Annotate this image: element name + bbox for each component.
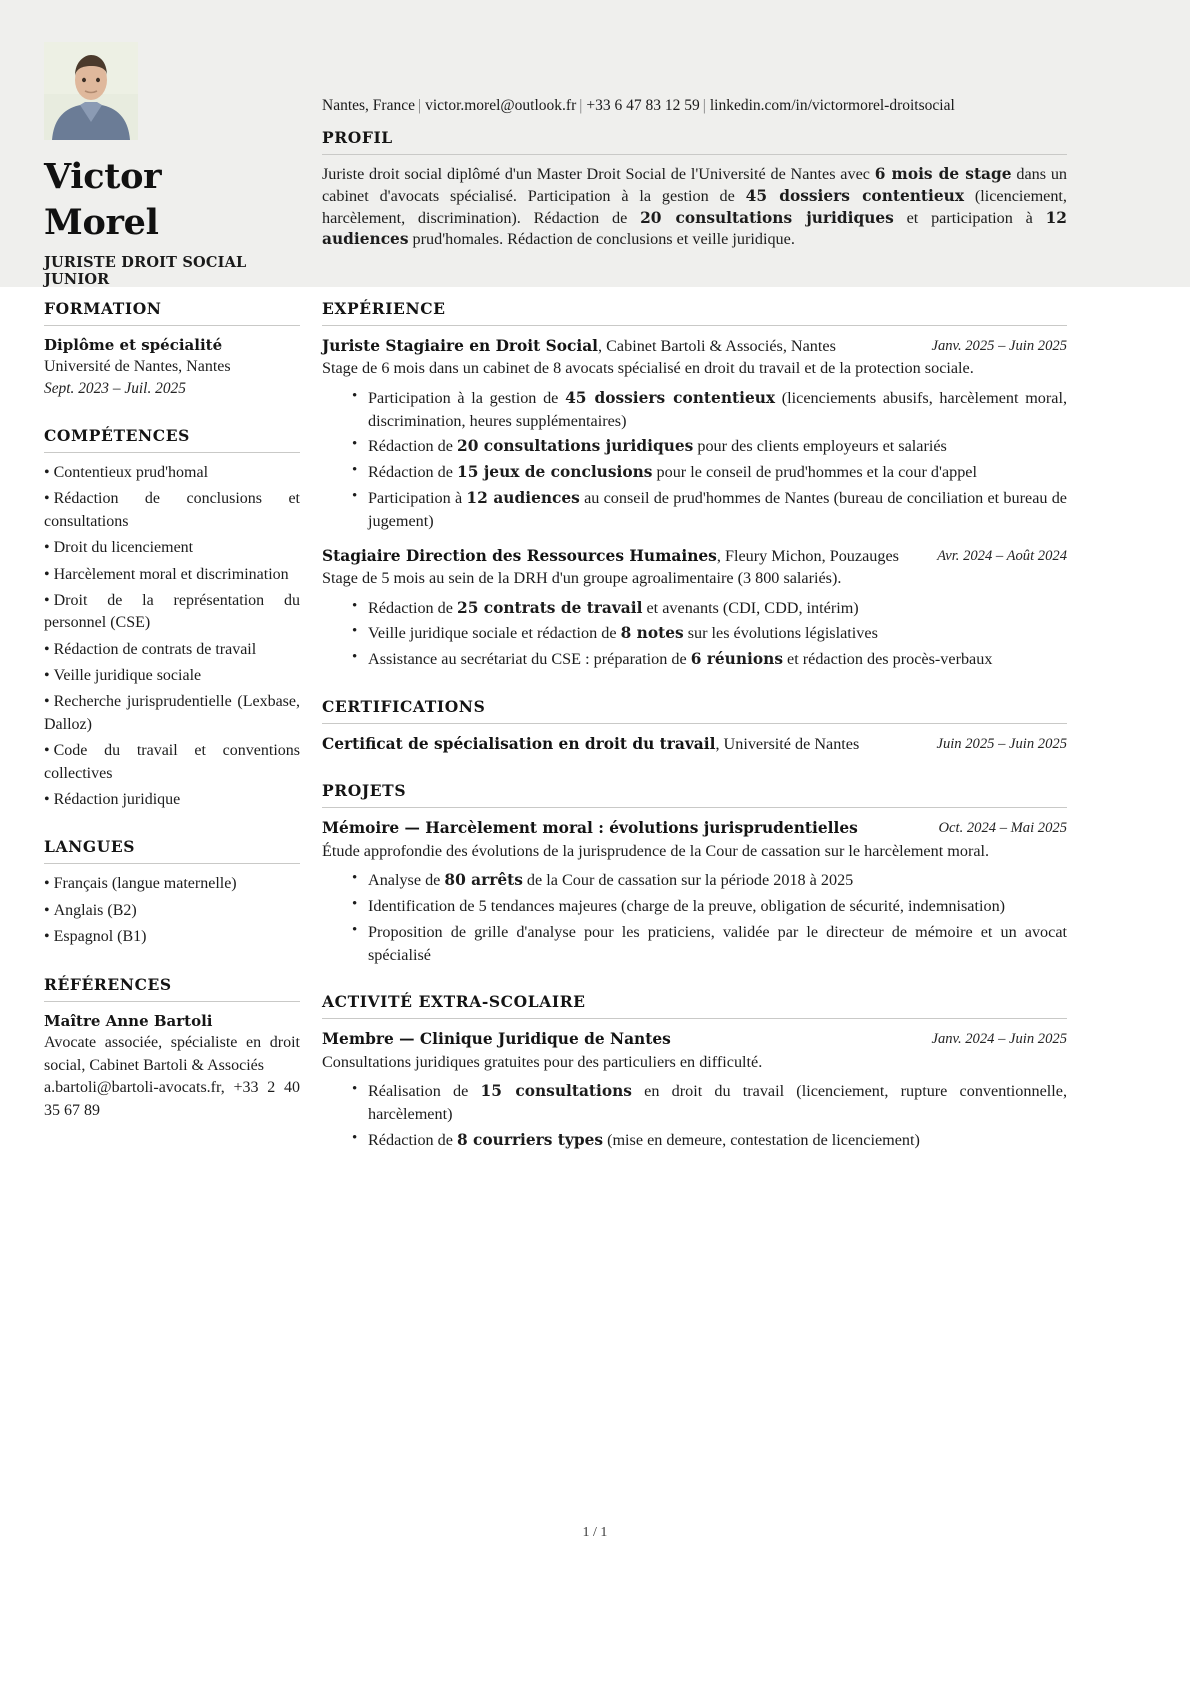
list-item: • Contentieux prud'homal [44,462,300,484]
list-item: • Anglais (B2) [44,900,300,922]
entry-bullet: • Identification de 5 tendances majeures (charge de la preuve, obligation de sécurité, indemnisation) [352,895,1067,918]
langues-list [44,873,300,948]
last-name: Morel [44,201,159,243]
entry-summary: Stage de 6 mois dans un cabinet de 8 avocats spécialisé en droit du travail et de la protection sociale. [322,359,974,378]
list-item: • Rédaction juridique [44,789,300,811]
entry-header [322,733,1067,755]
list-item: • Harcèlement moral et discrimination [44,564,300,586]
contact-email[interactable]: victor.morel@outlook.fr [425,97,577,114]
entry [322,817,1067,966]
entry-title: Juriste Stagiaire en Droit Social [322,337,599,355]
entry-bullet: • Rédaction de 8 courriers types (mise en demeure, contestation de licenciement) [352,1129,1067,1152]
entry-summary: Stage de 5 mois au sein de la DRH d'un groupe agroalimentaire (3 800 salariés). [322,569,842,588]
entry-date: Juin 2025 – Juin 2025 [936,736,1067,753]
entry-date: Janv. 2025 – Juin 2025 [931,338,1067,354]
sidebar-section-formation [44,299,300,400]
entry-bullet: • Rédaction de 15 jeux de conclusions pour le conseil de prud'hommes et la cour d'appel [352,461,1067,484]
page-footer [0,1525,1190,1541]
contact-separator-3: | [702,97,706,114]
entry-bullet: • Participation à la gestion de 45 dossiers contentieux (licenciements abusifs, harcèlement moral, discrimination, heures supplémentaires) [352,387,1067,433]
avatar [44,42,138,140]
section-projets [322,781,1067,966]
entry-bullet: • Assistance au secrétariat du CSE : préparation de 6 réunions et rédaction des procès-verbaux [352,648,1067,671]
entry-title: Mémoire — Harcèlement moral : évolutions jurisprudentielles [322,819,858,838]
page-number: 1 / 1 [582,1525,608,1540]
list-item: • Droit du licenciement [44,537,300,559]
experience-heading: EXPÉRIENCE [322,299,1067,326]
list-item: • Rédaction de conclusions et consultations [44,488,300,533]
page-title [44,154,304,246]
entry-bullet-list [322,387,1067,533]
list-item: • Code du travail et conventions collectives [44,740,300,785]
list-item: • Veille juridique sociale [44,665,300,687]
section-experience [322,299,1067,671]
entry-bullet-list [322,1080,1067,1152]
entry-date: Janv. 2024 – Juin 2025 [931,1031,1067,1048]
formation-dates: Sept. 2023 – Juil. 2025 [44,380,186,398]
entry-bullet: • Participation à 12 audiences au conseil de prud'hommes de Nantes (bureau de conciliation et bureau de jugement) [352,487,1067,533]
first-name: Victor [44,156,162,197]
contact-separator-2: | [579,97,583,114]
profile-heading: PROFIL [322,128,1067,155]
entry-bullet: • Analyse de 80 arrêts de la Cour de cassation sur la période 2018 à 2025 [352,869,1067,892]
entry-company: , Cabinet Bartoli & Associés, Nantes [598,337,836,355]
extra-heading: ACTIVITÉ EXTRA-SCOLAIRE [322,992,1067,1019]
reference-contact[interactable]: a.bartoli@bartoli-avocats.fr, +33 2 40 35 67 89 [44,1079,300,1119]
projets-entries [322,817,1067,966]
job-title: JURISTE DROIT SOCIAL JUNIOR [44,253,247,288]
competences-list [44,462,300,811]
entry-date: Oct. 2024 – Mai 2025 [938,820,1067,837]
section-extra-scolaire [322,992,1067,1151]
reference-name: Maître Anne Bartoli [44,1011,213,1030]
experience-entries [322,335,1067,671]
sidebar-section-langues [44,837,300,948]
main-column [322,299,1067,1178]
certifications-entries [322,733,1067,755]
entry-header [322,1028,1067,1050]
formation-school: Université de Nantes, Nantes [44,358,231,375]
references-heading: RÉFÉRENCES [44,975,300,1002]
entry-summary: Étude approfondie des évolutions de la jurisprudence de la Cour de cassation sur le harcèlement moral. [322,841,990,860]
sidebar [44,299,300,1148]
entry [322,1028,1067,1151]
entry-bullet: • Réalisation de 15 consultations en droit du travail (licenciement, rupture conventionnelle, harcèlement) [352,1080,1067,1126]
entry-header [322,545,1067,567]
entry [322,545,1067,671]
identity-block [44,42,304,288]
competences-heading: COMPÉTENCES [44,426,300,453]
contact-linkedin[interactable]: linkedin.com/in/victormorel-droitsocial [709,97,955,114]
contact-location: Nantes, France [322,97,415,114]
profile-section [322,128,1067,251]
certifications-heading: CERTIFICATIONS [322,697,1067,724]
contact-separator-1: | [417,97,422,114]
entry [322,733,1067,755]
portrait-photo-icon [44,42,138,140]
entry-header [322,817,1067,839]
sidebar-section-competences [44,426,300,811]
formation-heading: FORMATION [44,299,300,326]
list-item: • Espagnol (B1) [44,926,300,948]
profile-text: Juriste droit social diplômé d'un Master Droit Social de l'Université de Nantes avec 6 mois de stage dans un cabinet d'avocats spécialisé. Participation à la gestion de 45 dossiers contentieux (licenciement, harcèlement, discrimination). Rédaction de 20 consultations juridiques et participation à 12 audiences prud'homales. Rédaction de conclusions et veille juridique. [322,165,1068,249]
sidebar-section-references [44,975,300,1122]
entry-date: Avr. 2024 – Août 2024 [937,547,1067,564]
entry-bullet-list [322,597,1067,672]
langues-heading: LANGUES [44,837,300,864]
entry-summary: Consultations juridiques gratuites pour des particuliers en difficulté. [322,1052,763,1071]
contact-phone[interactable]: +33 6 47 83 12 59 [586,97,700,114]
entry-company: , Université de Nantes [715,735,860,754]
list-item: • Rédaction de contrats de travail [44,639,300,661]
section-certifications [322,697,1067,755]
list-item: • Recherche jurisprudentielle (Lexbase, Dalloz) [44,691,300,736]
entry-title: Certificat de spécialisation en droit du travail [322,735,716,754]
entry-bullet: • Rédaction de 20 consultations juridiques pour des clients employeurs et salariés [352,435,1067,458]
reference-role: Avocate associée, spécialiste en droit social, Cabinet Bartoli & Associés [44,1034,300,1074]
entry-header [322,335,1067,357]
entry-title: Membre — Clinique Juridique de Nantes [322,1030,671,1049]
entry-bullet: • Rédaction de 25 contrats de travail et avenants (CDI, CDD, intérim) [352,597,1067,620]
entry-title: Stagiaire Direction des Ressources Humaines [322,546,717,565]
entry-bullet-list [322,869,1067,966]
entry-bullet: • Proposition de grille d'analyse pour les praticiens, validée par le directeur de mémoire et un avocat spécialisé [352,921,1067,967]
entry-company: , Fleury Michon, Pouzauges [716,546,899,565]
projets-heading: PROJETS [322,781,1067,808]
formation-degree: Diplôme et spécialité [44,336,223,354]
list-item: • Français (langue maternelle) [44,873,300,895]
entry-bullet: • Veille juridique sociale et rédaction de 8 notes sur les évolutions législatives [352,622,1067,645]
entry [322,335,1067,533]
contact-row [322,96,1067,116]
list-item: • Droit de la représentation du personnel (CSE) [44,590,300,635]
extra-entries [322,1028,1067,1151]
